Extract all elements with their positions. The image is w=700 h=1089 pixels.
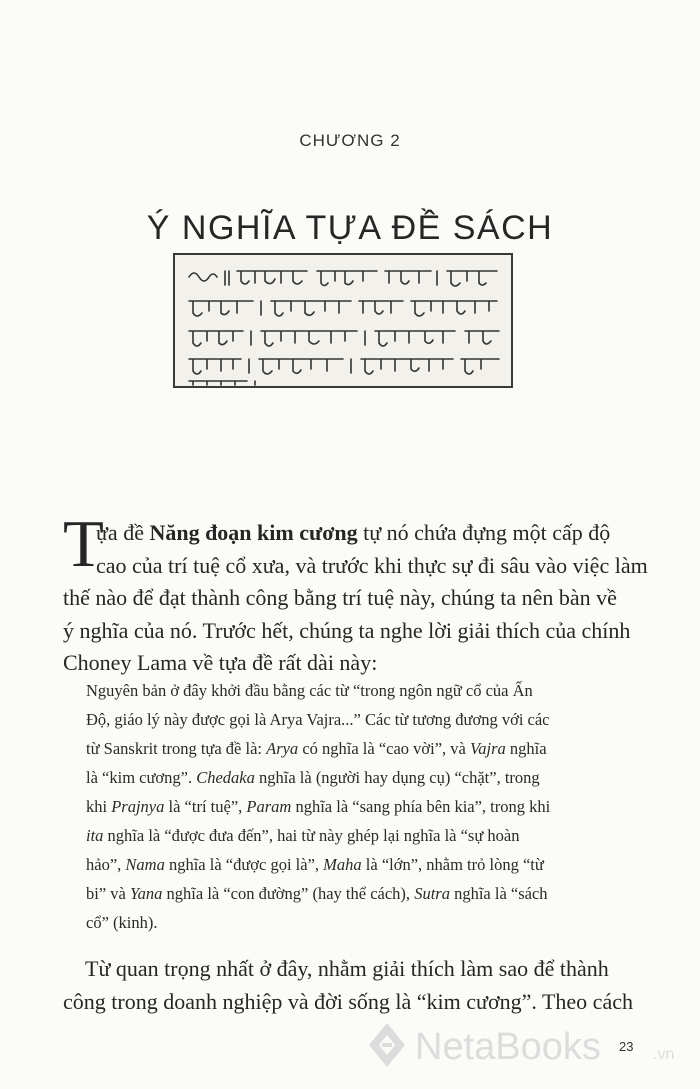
paragraph-follow [63,953,653,1018]
watermark-suffix: .vn [653,1046,675,1063]
quote-line: Nguyên bản ở đây khởi đầu bằng các từ “trong ngôn ngữ cổ của Ấn [86,681,533,700]
paragraph-line: Từ quan trọng nhất ở đây, nhằm giải thích làm sao để thành [85,956,609,981]
paragraph-line: thế nào để đạt thành công bằng trí tuệ này, chúng ta nên bàn về [63,585,617,610]
paragraph-intro [63,517,653,680]
quote-line: khi Prajnya là “trí tuệ”, Param nghĩa là “sang phía bên kia”, trong khi [86,797,551,816]
quote-line: Độ, giáo lý này được gọi là Arya Vajra...” Các từ tương đương với các [86,710,550,729]
quote-line: từ Sanskrit trong tựa đề là: Arya có nghĩa là “cao vời”, và Vajra nghĩa [86,739,547,758]
paragraph-line: cao của trí tuệ cổ xưa, và trước khi thực sự đi sâu vào việc làm [96,552,648,578]
paragraph-line: công trong doanh nghiệp và đời sống là “kim cương”. Theo cách [63,988,633,1014]
quote-line: là “kim cương”. Chedaka nghĩa là (người hay dụng cụ) “chặt”, trong [86,768,540,787]
book-title-bold: Năng đoạn kim cương [149,520,358,545]
quote-line: bi” và Yana nghĩa là “con đường” (hay thể cách), Sutra nghĩa là “sách [86,884,548,903]
paragraph-line: ý nghĩa của nó. Trước hết, chúng ta nghe lời giải thích của chính [63,617,631,643]
watermark-brand: NetaBooks [415,1026,601,1068]
quote-line: hảo”, Nama nghĩa là “được gọi là”, Maha là “lớn”, nhằm trỏ lòng “từ [86,855,544,874]
block-quote [86,676,646,937]
quote-line: ita nghĩa là “được đưa đến”, hai từ này ghép lại nghĩa là “sự hoàn [86,826,520,845]
netabooks-logo-icon [363,1015,693,1075]
paragraph-line: Choney Lama về tựa đề rất dài này: [63,650,378,675]
tibetan-script-image [173,253,513,388]
chapter-label: CHƯƠNG 2 [299,131,401,150]
paragraph-line: ựa đề Năng đoạn kim cương tự nó chứa đựng một cấp độ [96,520,611,545]
tibetan-script-drawing [175,255,511,386]
dropcap: T [63,507,104,581]
page-number: 23 [619,1039,634,1054]
quote-line: cổ” (kinh). [86,913,158,932]
chapter-title: Ý NGHĨA TỰA ĐỀ SÁCH [146,208,554,247]
watermark-logo [363,1015,693,1075]
